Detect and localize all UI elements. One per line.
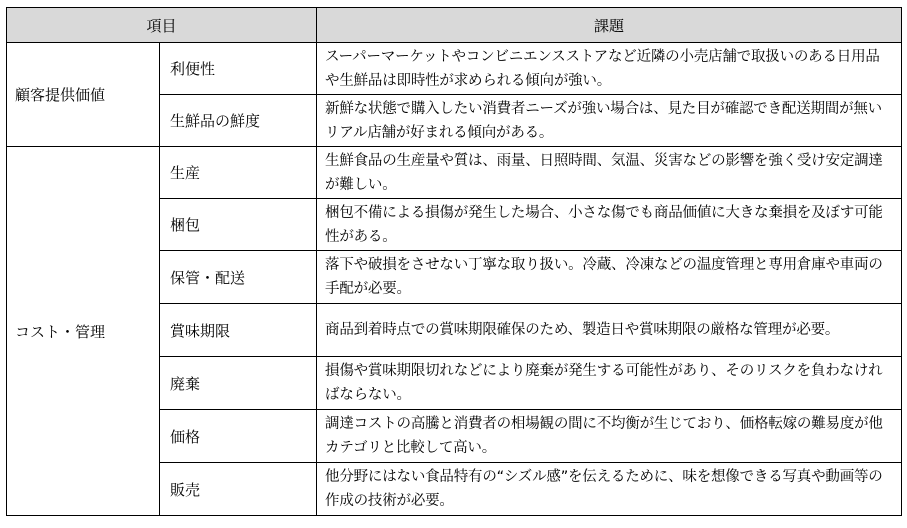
- issue-cell: 新鮮な状態で購入したい消費者ニーズが強い場合は、見た目が確認でき配送期間が無いリアル店舗が好まれる傾向がある。: [317, 95, 902, 147]
- issues-table: [6, 7, 902, 516]
- issue-cell: 他分野にはない食品特有の“シズル感”を伝えるために、味を想像できる写真や動画等の作成の技術が必要。: [317, 463, 902, 516]
- issue-cell: 梱包不備による損傷が発生した場合、小さな傷でも商品価値に大きな棄損を及ぼす可能性がある。: [317, 199, 902, 251]
- item-cell: 廃棄: [160, 357, 317, 410]
- issue-cell: 損傷や賞味期限切れなどにより廃棄が発生する可能性があり、そのリスクを負わなければならない。: [317, 357, 902, 410]
- item-cell: 利便性: [160, 43, 317, 95]
- issue-cell: 落下や破損をさせない丁寧な取り扱い。冷蔵、冷凍などの温度管理と専用倉庫や車両の手配が必要。: [317, 251, 902, 304]
- table-row: [7, 147, 902, 199]
- issue-cell: 調達コストの高騰と消費者の相場観の間に不均衡が生じており、価格転嫁の難易度が他カテゴリと比較して高い。: [317, 410, 902, 463]
- header-issue: 課題: [317, 8, 902, 43]
- item-cell: 販売: [160, 463, 317, 516]
- issue-cell: 商品到着時点での賞味期限確保のため、製造日や賞味期限の厳格な管理が必要。: [317, 304, 902, 357]
- item-cell: 賞味期限: [160, 304, 317, 357]
- item-cell: 梱包: [160, 199, 317, 251]
- item-cell: 生鮮品の鮮度: [160, 95, 317, 147]
- category-cost-management: コスト・管理: [7, 147, 160, 516]
- table-row: [7, 43, 902, 95]
- item-cell: 価格: [160, 410, 317, 463]
- issue-cell: スーパーマーケットやコンビニエンスストアなど近隣の小売店舗で取扱いのある日用品や生鮮品は即時性が求められる傾向が強い。: [317, 43, 902, 95]
- item-cell: 生産: [160, 147, 317, 199]
- table-header-row: [7, 8, 902, 43]
- issue-cell: 生鮮食品の生産量や質は、雨量、日照時間、気温、災害などの影響を強く受け安定調達が難しい。: [317, 147, 902, 199]
- header-item: 項目: [7, 8, 317, 43]
- category-customer-value: 顧客提供価値: [7, 43, 160, 147]
- item-cell: 保管・配送: [160, 251, 317, 304]
